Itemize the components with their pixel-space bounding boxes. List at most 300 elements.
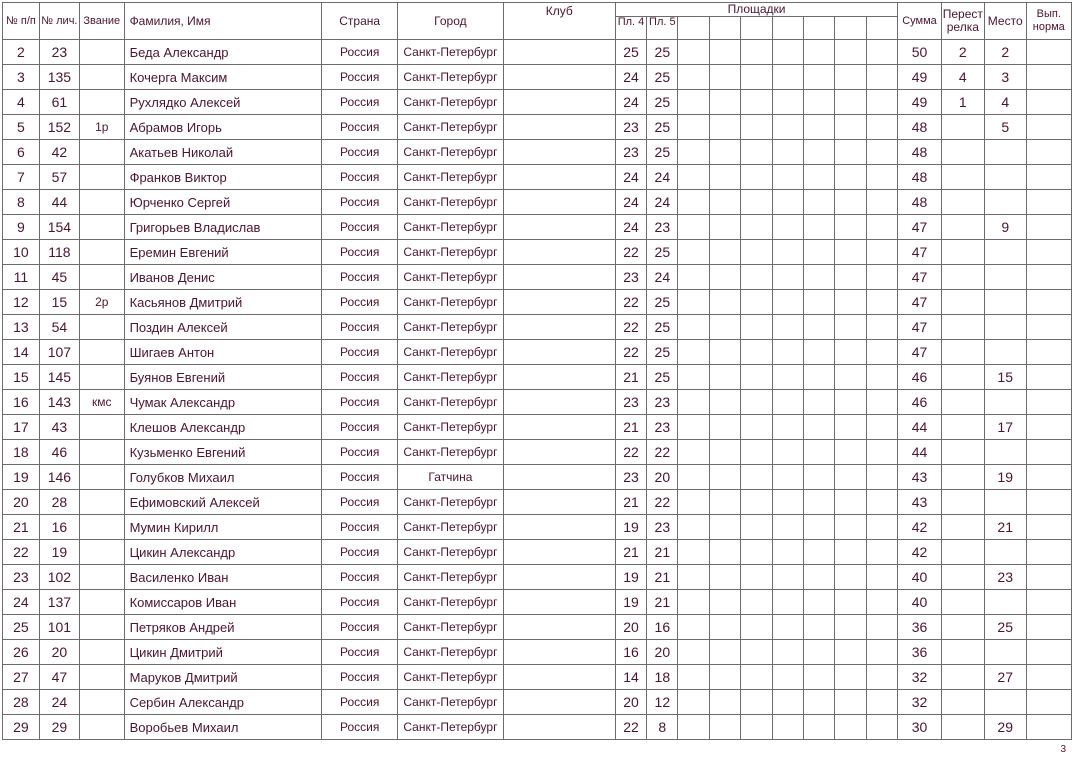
cell-empty-area xyxy=(804,140,835,165)
cell-empty-area xyxy=(772,140,803,165)
cell-empty-area xyxy=(772,115,803,140)
table-row xyxy=(3,215,1072,240)
header-city: Город xyxy=(398,3,503,40)
cell-empty-area xyxy=(804,590,835,615)
cell-empty-area xyxy=(866,215,897,240)
cell-empty-area xyxy=(709,140,740,165)
cell-nl: 16 xyxy=(39,515,79,540)
cell-empty-area xyxy=(804,615,835,640)
cell-rank: кмс xyxy=(79,390,124,415)
cell-empty-area xyxy=(866,365,897,390)
cell-nl: 101 xyxy=(39,615,79,640)
cell-norm xyxy=(1026,515,1071,540)
cell-city: Санкт-Петербург xyxy=(398,115,503,140)
cell-nl: 154 xyxy=(39,215,79,240)
cell-empty-area xyxy=(678,665,709,690)
cell-sum: 40 xyxy=(898,590,942,615)
cell-pl5: 22 xyxy=(647,440,678,465)
cell-empty-area xyxy=(678,490,709,515)
table-row xyxy=(3,390,1072,415)
cell-empty-area xyxy=(678,240,709,265)
cell-shoot xyxy=(941,415,984,440)
header-empty-area xyxy=(741,17,772,40)
header-shoot: Перестрелка xyxy=(941,3,984,40)
cell-empty-area xyxy=(678,715,709,740)
cell-np: 6 xyxy=(3,140,40,165)
cell-empty-area xyxy=(804,390,835,415)
cell-rank xyxy=(79,565,124,590)
cell-name: Буянов Евгений xyxy=(124,365,322,390)
cell-pl4: 19 xyxy=(615,565,646,590)
cell-pl5: 25 xyxy=(647,115,678,140)
cell-city: Санкт-Петербург xyxy=(398,665,503,690)
cell-city: Санкт-Петербург xyxy=(398,490,503,515)
cell-place: 3 xyxy=(984,65,1026,90)
cell-shoot xyxy=(941,515,984,540)
cell-rank xyxy=(79,140,124,165)
cell-shoot: 2 xyxy=(941,40,984,65)
cell-empty-area xyxy=(804,290,835,315)
cell-nl: 42 xyxy=(39,140,79,165)
cell-empty-area xyxy=(709,515,740,540)
cell-name: Маруков Дмитрий xyxy=(124,665,322,690)
cell-pl5: 24 xyxy=(647,265,678,290)
cell-country: Россия xyxy=(322,715,398,740)
cell-place xyxy=(984,315,1026,340)
cell-pl5: 25 xyxy=(647,65,678,90)
cell-empty-area xyxy=(709,415,740,440)
cell-shoot xyxy=(941,265,984,290)
cell-rank xyxy=(79,40,124,65)
cell-empty-area xyxy=(741,40,772,65)
cell-empty-area xyxy=(835,240,866,265)
table-row xyxy=(3,415,1072,440)
cell-place: 4 xyxy=(984,90,1026,115)
cell-np: 24 xyxy=(3,590,40,615)
cell-place: 15 xyxy=(984,365,1026,390)
cell-empty-area xyxy=(709,365,740,390)
cell-empty-area xyxy=(804,240,835,265)
cell-empty-area xyxy=(678,565,709,590)
table-row xyxy=(3,40,1072,65)
cell-empty-area xyxy=(835,715,866,740)
cell-pl5: 21 xyxy=(647,540,678,565)
table-row xyxy=(3,515,1072,540)
cell-sum: 42 xyxy=(898,540,942,565)
cell-empty-area xyxy=(772,265,803,290)
cell-np: 4 xyxy=(3,90,40,115)
cell-empty-area xyxy=(709,315,740,340)
cell-country: Россия xyxy=(322,65,398,90)
header-pl5: Пл. 5 xyxy=(647,17,678,40)
cell-club xyxy=(503,590,615,615)
cell-rank xyxy=(79,240,124,265)
cell-sum: 44 xyxy=(898,440,942,465)
cell-pl5: 8 xyxy=(647,715,678,740)
cell-empty-area xyxy=(804,265,835,290)
cell-shoot: 4 xyxy=(941,65,984,90)
cell-empty-area xyxy=(678,165,709,190)
cell-empty-area xyxy=(741,240,772,265)
cell-pl4: 24 xyxy=(615,165,646,190)
cell-empty-area xyxy=(772,540,803,565)
cell-city: Санкт-Петербург xyxy=(398,615,503,640)
cell-empty-area xyxy=(741,365,772,390)
cell-name: Голубков Михаил xyxy=(124,465,322,490)
cell-empty-area xyxy=(804,640,835,665)
cell-empty-area xyxy=(866,190,897,215)
cell-name: Чумак Александр xyxy=(124,390,322,415)
cell-empty-area xyxy=(678,590,709,615)
cell-pl4: 23 xyxy=(615,390,646,415)
cell-norm xyxy=(1026,640,1071,665)
cell-empty-area xyxy=(804,540,835,565)
cell-city: Санкт-Петербург xyxy=(398,290,503,315)
cell-rank: 2р xyxy=(79,290,124,315)
cell-sum: 47 xyxy=(898,290,942,315)
cell-city: Санкт-Петербург xyxy=(398,315,503,340)
cell-country: Россия xyxy=(322,265,398,290)
cell-sum: 49 xyxy=(898,90,942,115)
cell-np: 28 xyxy=(3,690,40,715)
cell-rank xyxy=(79,365,124,390)
cell-sum: 47 xyxy=(898,265,942,290)
cell-country: Россия xyxy=(322,615,398,640)
cell-np: 7 xyxy=(3,165,40,190)
cell-rank xyxy=(79,440,124,465)
cell-club xyxy=(503,640,615,665)
cell-pl5: 25 xyxy=(647,140,678,165)
cell-empty-area xyxy=(835,440,866,465)
cell-rank xyxy=(79,640,124,665)
cell-nl: 107 xyxy=(39,340,79,365)
cell-empty-area xyxy=(772,640,803,665)
cell-empty-area xyxy=(709,565,740,590)
cell-rank xyxy=(79,340,124,365)
cell-empty-area xyxy=(835,640,866,665)
cell-norm xyxy=(1026,115,1071,140)
cell-nl: 54 xyxy=(39,315,79,340)
cell-city: Санкт-Петербург xyxy=(398,690,503,715)
cell-rank xyxy=(79,65,124,90)
cell-empty-area xyxy=(772,190,803,215)
cell-empty-area xyxy=(866,240,897,265)
cell-empty-area xyxy=(709,165,740,190)
cell-pl5: 25 xyxy=(647,40,678,65)
cell-place: 19 xyxy=(984,465,1026,490)
cell-country: Россия xyxy=(322,115,398,140)
cell-empty-area xyxy=(866,390,897,415)
cell-empty-area xyxy=(866,690,897,715)
cell-rank xyxy=(79,590,124,615)
cell-empty-area xyxy=(741,490,772,515)
cell-shoot xyxy=(941,240,984,265)
cell-nl: 102 xyxy=(39,565,79,590)
cell-club xyxy=(503,490,615,515)
cell-place xyxy=(984,140,1026,165)
cell-pl4: 23 xyxy=(615,140,646,165)
cell-nl: 45 xyxy=(39,265,79,290)
cell-empty-area xyxy=(835,540,866,565)
cell-club xyxy=(503,390,615,415)
cell-club xyxy=(503,215,615,240)
cell-sum: 32 xyxy=(898,690,942,715)
header-pl4: Пл. 4 xyxy=(615,17,646,40)
cell-norm xyxy=(1026,565,1071,590)
cell-norm xyxy=(1026,340,1071,365)
cell-city: Санкт-Петербург xyxy=(398,640,503,665)
cell-pl5: 21 xyxy=(647,590,678,615)
cell-empty-area xyxy=(741,540,772,565)
cell-empty-area xyxy=(678,615,709,640)
cell-np: 27 xyxy=(3,665,40,690)
cell-country: Россия xyxy=(322,590,398,615)
cell-empty-area xyxy=(741,415,772,440)
cell-norm xyxy=(1026,190,1071,215)
table-row xyxy=(3,65,1072,90)
cell-empty-area xyxy=(678,265,709,290)
table-row xyxy=(3,440,1072,465)
cell-place xyxy=(984,390,1026,415)
cell-empty-area xyxy=(804,515,835,540)
cell-sum: 40 xyxy=(898,565,942,590)
cell-empty-area xyxy=(804,90,835,115)
cell-rank xyxy=(79,465,124,490)
cell-club xyxy=(503,365,615,390)
cell-rank xyxy=(79,415,124,440)
cell-place xyxy=(984,440,1026,465)
cell-pl4: 23 xyxy=(615,265,646,290)
cell-country: Россия xyxy=(322,490,398,515)
cell-country: Россия xyxy=(322,90,398,115)
cell-empty-area xyxy=(804,415,835,440)
cell-empty-area xyxy=(678,690,709,715)
cell-nl: 19 xyxy=(39,540,79,565)
cell-pl5: 22 xyxy=(647,490,678,515)
cell-city: Санкт-Петербург xyxy=(398,265,503,290)
cell-club xyxy=(503,190,615,215)
cell-empty-area xyxy=(741,340,772,365)
cell-city: Гатчина xyxy=(398,465,503,490)
cell-empty-area xyxy=(835,665,866,690)
cell-club xyxy=(503,40,615,65)
table-row xyxy=(3,465,1072,490)
cell-empty-area xyxy=(709,440,740,465)
cell-empty-area xyxy=(866,465,897,490)
cell-empty-area xyxy=(772,315,803,340)
cell-sum: 43 xyxy=(898,490,942,515)
cell-place: 25 xyxy=(984,615,1026,640)
cell-city: Санкт-Петербург xyxy=(398,365,503,390)
cell-empty-area xyxy=(741,65,772,90)
header-country: Страна xyxy=(322,3,398,40)
cell-empty-area xyxy=(678,440,709,465)
cell-name: Комиссаров Иван xyxy=(124,590,322,615)
cell-sum: 48 xyxy=(898,140,942,165)
cell-norm xyxy=(1026,390,1071,415)
cell-name: Василенко Иван xyxy=(124,565,322,590)
cell-sum: 47 xyxy=(898,340,942,365)
cell-empty-area xyxy=(866,440,897,465)
cell-city: Санкт-Петербург xyxy=(398,40,503,65)
cell-pl5: 24 xyxy=(647,190,678,215)
cell-empty-area xyxy=(835,265,866,290)
cell-rank xyxy=(79,665,124,690)
cell-club xyxy=(503,65,615,90)
cell-nl: 57 xyxy=(39,165,79,190)
cell-shoot xyxy=(941,140,984,165)
cell-empty-area xyxy=(772,715,803,740)
table-row xyxy=(3,340,1072,365)
cell-pl5: 25 xyxy=(647,240,678,265)
cell-nl: 24 xyxy=(39,690,79,715)
cell-np: 23 xyxy=(3,565,40,590)
header-sum: Сумма xyxy=(898,3,942,40)
cell-empty-area xyxy=(866,340,897,365)
cell-rank xyxy=(79,715,124,740)
cell-norm xyxy=(1026,715,1071,740)
cell-norm xyxy=(1026,490,1071,515)
cell-rank xyxy=(79,690,124,715)
cell-shoot xyxy=(941,215,984,240)
cell-empty-area xyxy=(804,440,835,465)
table-row xyxy=(3,665,1072,690)
cell-empty-area xyxy=(835,340,866,365)
cell-club xyxy=(503,615,615,640)
cell-empty-area xyxy=(678,290,709,315)
cell-place xyxy=(984,290,1026,315)
cell-shoot xyxy=(941,615,984,640)
cell-pl4: 22 xyxy=(615,440,646,465)
cell-norm xyxy=(1026,690,1071,715)
header-nl: № лич. xyxy=(39,3,79,40)
cell-empty-area xyxy=(835,190,866,215)
cell-rank xyxy=(79,165,124,190)
cell-empty-area xyxy=(835,515,866,540)
cell-empty-area xyxy=(835,290,866,315)
cell-empty-area xyxy=(866,265,897,290)
cell-nl: 47 xyxy=(39,665,79,690)
cell-np: 3 xyxy=(3,65,40,90)
cell-np: 20 xyxy=(3,490,40,515)
cell-norm xyxy=(1026,215,1071,240)
cell-empty-area xyxy=(835,90,866,115)
cell-rank xyxy=(79,215,124,240)
cell-pl4: 22 xyxy=(615,290,646,315)
cell-empty-area xyxy=(804,465,835,490)
cell-norm xyxy=(1026,140,1071,165)
table-row xyxy=(3,265,1072,290)
cell-empty-area xyxy=(866,65,897,90)
cell-norm xyxy=(1026,415,1071,440)
cell-np: 8 xyxy=(3,190,40,215)
cell-city: Санкт-Петербург xyxy=(398,215,503,240)
cell-norm xyxy=(1026,240,1071,265)
cell-city: Санкт-Петербург xyxy=(398,515,503,540)
cell-empty-area xyxy=(772,490,803,515)
cell-empty-area xyxy=(866,90,897,115)
cell-city: Санкт-Петербург xyxy=(398,240,503,265)
cell-pl4: 22 xyxy=(615,240,646,265)
cell-nl: 20 xyxy=(39,640,79,665)
cell-club xyxy=(503,240,615,265)
cell-empty-area xyxy=(835,490,866,515)
cell-shoot xyxy=(941,290,984,315)
cell-rank xyxy=(79,515,124,540)
cell-empty-area xyxy=(835,140,866,165)
table-row xyxy=(3,240,1072,265)
cell-nl: 44 xyxy=(39,190,79,215)
cell-name: Воробьев Михаил xyxy=(124,715,322,740)
cell-pl4: 22 xyxy=(615,715,646,740)
cell-nl: 15 xyxy=(39,290,79,315)
cell-club xyxy=(503,115,615,140)
cell-sum: 50 xyxy=(898,40,942,65)
cell-pl4: 21 xyxy=(615,365,646,390)
cell-empty-area xyxy=(709,715,740,740)
cell-empty-area xyxy=(835,65,866,90)
cell-np: 10 xyxy=(3,240,40,265)
cell-empty-area xyxy=(866,40,897,65)
cell-pl5: 25 xyxy=(647,365,678,390)
cell-empty-area xyxy=(835,115,866,140)
cell-nl: 145 xyxy=(39,365,79,390)
cell-np: 26 xyxy=(3,640,40,665)
cell-empty-area xyxy=(804,690,835,715)
cell-pl5: 21 xyxy=(647,565,678,590)
cell-shoot xyxy=(941,540,984,565)
cell-city: Санкт-Петербург xyxy=(398,415,503,440)
cell-shoot xyxy=(941,440,984,465)
cell-pl5: 25 xyxy=(647,315,678,340)
cell-name: Касьянов Дмитрий xyxy=(124,290,322,315)
cell-empty-area xyxy=(741,115,772,140)
cell-country: Россия xyxy=(322,540,398,565)
cell-np: 19 xyxy=(3,465,40,490)
cell-sum: 48 xyxy=(898,115,942,140)
cell-np: 17 xyxy=(3,415,40,440)
cell-country: Россия xyxy=(322,290,398,315)
cell-empty-area xyxy=(835,565,866,590)
header-norm: Вып. норма xyxy=(1026,3,1071,40)
cell-shoot xyxy=(941,590,984,615)
cell-shoot xyxy=(941,640,984,665)
cell-empty-area xyxy=(709,690,740,715)
cell-empty-area xyxy=(835,465,866,490)
cell-city: Санкт-Петербург xyxy=(398,390,503,415)
cell-empty-area xyxy=(772,165,803,190)
cell-empty-area xyxy=(678,365,709,390)
cell-empty-area xyxy=(866,115,897,140)
cell-city: Санкт-Петербург xyxy=(398,140,503,165)
cell-empty-area xyxy=(678,115,709,140)
cell-rank xyxy=(79,90,124,115)
cell-empty-area xyxy=(678,465,709,490)
cell-name: Клешов Александр xyxy=(124,415,322,440)
cell-empty-area xyxy=(678,540,709,565)
cell-empty-area xyxy=(866,165,897,190)
cell-sum: 43 xyxy=(898,465,942,490)
header-areas: Площадки xyxy=(615,3,897,17)
cell-np: 15 xyxy=(3,365,40,390)
cell-sum: 44 xyxy=(898,415,942,440)
table-row xyxy=(3,115,1072,140)
cell-city: Санкт-Петербург xyxy=(398,565,503,590)
cell-name: Кузьменко Евгений xyxy=(124,440,322,465)
table-row xyxy=(3,640,1072,665)
cell-empty-area xyxy=(835,590,866,615)
cell-np: 9 xyxy=(3,215,40,240)
